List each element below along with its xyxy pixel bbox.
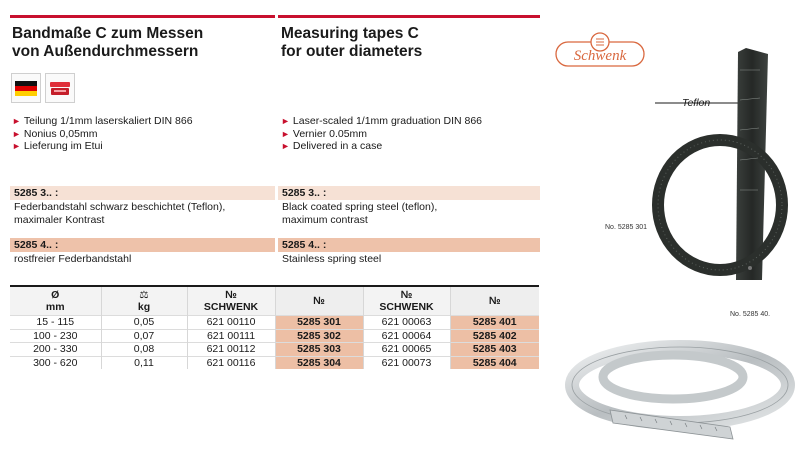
triangle-bullet-icon: ► xyxy=(12,128,21,139)
header-rule-left xyxy=(10,15,275,18)
spec-table xyxy=(10,285,539,369)
feature-item: ► Vernier 0.05mm xyxy=(281,127,368,140)
title-english xyxy=(281,25,422,61)
table-header-row xyxy=(10,286,539,316)
table-row: 200 - 330 0,08 621 00112 5285 303 621 00065 5285 403 xyxy=(10,343,539,357)
section-4-text-english: Stainless spring steel xyxy=(282,253,382,265)
stainless-measuring-tape xyxy=(555,315,800,445)
feature-list-german xyxy=(12,115,193,153)
label-5285-40: No. 5285 40. xyxy=(730,311,771,318)
feature-item: ► Delivered in a case xyxy=(281,140,383,152)
col-header-schwenk-3: № SCHWENK xyxy=(187,286,275,316)
teflon-label: Teflon xyxy=(682,97,711,109)
triangle-bullet-icon: ► xyxy=(12,141,21,151)
header-rule-right xyxy=(278,15,540,18)
triangle-bullet-icon: ► xyxy=(281,116,290,126)
col-header-diameter: Ø mm xyxy=(10,286,101,316)
section-4-header-german: 5285 4.. : xyxy=(10,238,275,252)
section-3-header-english: 5285 3.. : xyxy=(278,186,540,200)
title-german xyxy=(12,25,203,61)
feature-item: ► Lieferung im Etui xyxy=(12,140,103,152)
col-header-schwenk-4: № SCHWENK xyxy=(363,286,450,316)
feature-item: ► Nonius 0,05mm xyxy=(12,127,98,140)
feature-list-english xyxy=(281,115,482,153)
schwenk-logo xyxy=(555,30,645,80)
german-flag-icon xyxy=(11,73,41,103)
section-3-text-english: Black coated spring steel (teflon), maximum contrast xyxy=(282,201,438,226)
col-header-number-3: № xyxy=(275,286,363,316)
section-3-text-german: Federbandstahl schwarz beschichtet (Teflon), maximaler Kontrast xyxy=(14,201,226,226)
table-row: 300 - 620 0,11 621 00116 5285 304 621 00073 5285 404 xyxy=(10,356,539,369)
triangle-bullet-icon: ► xyxy=(12,116,21,126)
weight-icon: ⚖ xyxy=(139,289,149,301)
section-4-header-english: 5285 4.. : xyxy=(278,238,540,252)
label-5285-301: No. 5285 301 xyxy=(605,224,648,231)
col-header-number-4: № xyxy=(450,286,539,316)
title-english-line2: for outer diameters xyxy=(281,43,423,60)
section-3-header-german: 5285 3.. : xyxy=(10,186,275,200)
case-icon xyxy=(45,73,75,103)
triangle-bullet-icon: ► xyxy=(281,141,290,151)
title-english-line1: Measuring tapes C xyxy=(281,25,419,42)
triangle-bullet-icon: ► xyxy=(281,128,290,139)
col-header-weight: ⚖ kg xyxy=(101,286,187,316)
table-row: 15 - 115 0,05 621 00110 5285 301 621 00063 5285 401 xyxy=(10,316,539,330)
feature-item: ► Teilung 1/1mm laserskaliert DIN 866 xyxy=(12,115,193,127)
title-german-line1: Bandmaße C zum Messen xyxy=(12,25,204,42)
title-german-line2: von Außendurchmessern xyxy=(12,43,199,60)
logo-text: Schwenk xyxy=(573,48,627,64)
table-row: 100 - 230 0,07 621 00111 5285 302 621 00064 5285 402 xyxy=(10,329,539,343)
black-measuring-tape xyxy=(640,40,800,290)
section-4-text-german: rostfreier Federbandstahl xyxy=(14,253,132,265)
feature-item: ► Laser-scaled 1/1mm graduation DIN 866 xyxy=(281,115,483,127)
